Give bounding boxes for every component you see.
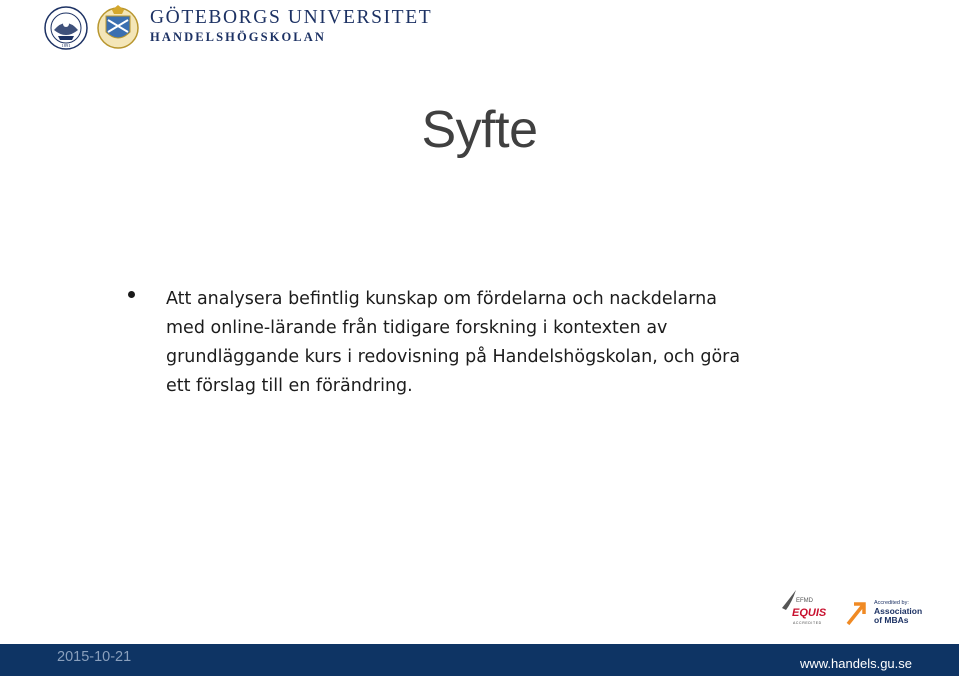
slide-title: Syfte [421,101,538,159]
equis-top-text: EFMD [796,598,813,604]
footer-bar [0,644,959,676]
university-name: GÖTEBORGS UNIVERSITET [150,7,433,28]
equis-name: EQUIS [792,607,827,619]
bullet-icon [128,291,135,298]
school-name: HANDELSHÖGSKOLAN [150,30,326,44]
bullet-line: med online-lärande från tidigare forskning i kontexten av [166,318,668,338]
bullet-list [128,285,818,401]
equis-accreditation-logo [776,588,836,628]
bullet-line: Att analysera befintlig kunskap om fördelarna och nackdelarna [166,289,717,309]
university-seal-logo [42,6,90,50]
seal-year: 1891 [61,43,71,48]
equis-sub: ACCREDITED [793,621,822,625]
school-crest-logo [96,2,140,50]
amba-accreditation-logo [846,596,928,626]
amba-line2: of MBAs [874,615,909,625]
header [0,0,959,60]
amba-top: Accredited by: [874,600,909,606]
footer-date: 2015-10-21 [57,649,132,665]
bullet-line: ett förslag till en förändring. [166,376,413,396]
bullet-item [128,285,818,401]
amba-line1: Association [874,606,923,616]
footer-url[interactable]: www.handels.gu.se [799,656,912,671]
bullet-line: grundläggande kurs i redovisning på Handelshögskolan, och göra [166,347,741,367]
